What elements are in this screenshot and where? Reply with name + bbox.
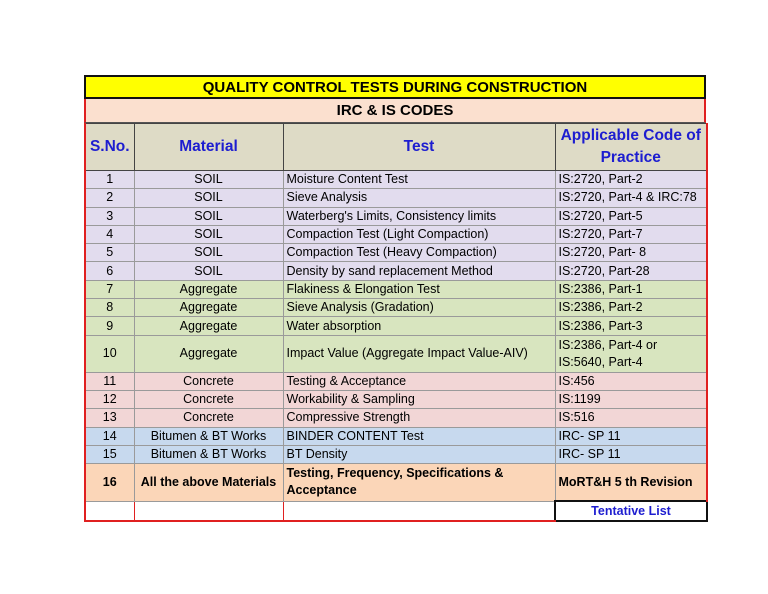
row-material: Bitumen & BT Works [134, 445, 283, 463]
row-sno: 9 [85, 317, 134, 335]
row-sno: 16 [85, 464, 134, 502]
row-test: Density by sand replacement Method [283, 262, 555, 280]
row-code: IS:2720, Part-5 [555, 207, 707, 225]
sheet-subtitle: IRC & IS CODES [84, 99, 706, 123]
row-material: All the above Materials [134, 464, 283, 502]
table-row [85, 171, 707, 189]
row-test: Compressive Strength [283, 409, 555, 427]
header-test: Test [283, 124, 555, 171]
table-row [85, 390, 707, 408]
row-material: Concrete [134, 390, 283, 408]
row-code: IRC- SP 11 [555, 445, 707, 463]
row-test: Testing, Frequency, Specifications & Acceptance [283, 464, 555, 502]
footer-row [85, 501, 707, 521]
table-row [85, 317, 707, 335]
table-row [85, 280, 707, 298]
row-code: IS:2720, Part-28 [555, 262, 707, 280]
row-code: IS:2386, Part-4 or IS:5640, Part-4 [555, 335, 707, 372]
row-sno: 14 [85, 427, 134, 445]
row-material: SOIL [134, 171, 283, 189]
row-material: SOIL [134, 225, 283, 243]
qc-table [84, 123, 708, 522]
header-row [85, 124, 707, 171]
table-row [85, 464, 707, 502]
header-material: Material [134, 124, 283, 171]
spreadsheet [84, 75, 706, 522]
row-code: IS:2386, Part-2 [555, 299, 707, 317]
row-code: IS:456 [555, 372, 707, 390]
row-sno: 3 [85, 207, 134, 225]
row-test: Moisture Content Test [283, 171, 555, 189]
row-material: SOIL [134, 189, 283, 207]
row-code: IS:1199 [555, 390, 707, 408]
row-sno: 5 [85, 244, 134, 262]
row-material: Aggregate [134, 317, 283, 335]
footer-empty-cell [283, 501, 555, 521]
sheet-title: QUALITY CONTROL TESTS DURING CONSTRUCTION [84, 75, 706, 99]
row-test: Impact Value (Aggregate Impact Value-AIV) [283, 335, 555, 372]
row-sno: 11 [85, 372, 134, 390]
row-code: IS:2720, Part-7 [555, 225, 707, 243]
row-material: Concrete [134, 409, 283, 427]
table-row [85, 244, 707, 262]
footer-empty-cell [85, 501, 134, 521]
row-material: SOIL [134, 207, 283, 225]
row-test: Testing & Acceptance [283, 372, 555, 390]
row-code: IS:2386, Part-1 [555, 280, 707, 298]
row-test: Flakiness & Elongation Test [283, 280, 555, 298]
row-test: Sieve Analysis (Gradation) [283, 299, 555, 317]
row-test: Sieve Analysis [283, 189, 555, 207]
row-material: SOIL [134, 244, 283, 262]
table-row [85, 427, 707, 445]
table-row [85, 445, 707, 463]
row-code: IS:2720, Part- 8 [555, 244, 707, 262]
row-test: Water absorption [283, 317, 555, 335]
row-sno: 1 [85, 171, 134, 189]
table-row [85, 335, 707, 372]
table-row [85, 262, 707, 280]
row-code: MoRT&H 5 th Revision [555, 464, 707, 502]
footer-empty-cell [134, 501, 283, 521]
row-material: SOIL [134, 262, 283, 280]
row-sno: 6 [85, 262, 134, 280]
table-row [85, 207, 707, 225]
row-test: Compaction Test (Light Compaction) [283, 225, 555, 243]
row-code: IS:2720, Part-4 & IRC:78 [555, 189, 707, 207]
header-sno: S.No. [85, 124, 134, 171]
row-test: BT Density [283, 445, 555, 463]
row-code: IS:2720, Part-2 [555, 171, 707, 189]
row-material: Aggregate [134, 299, 283, 317]
row-sno: 8 [85, 299, 134, 317]
row-sno: 7 [85, 280, 134, 298]
row-test: Workability & Sampling [283, 390, 555, 408]
row-sno: 12 [85, 390, 134, 408]
row-sno: 2 [85, 189, 134, 207]
row-sno: 4 [85, 225, 134, 243]
row-test: Compaction Test (Heavy Compaction) [283, 244, 555, 262]
header-code: Applicable Code of Practice [555, 124, 707, 171]
row-sno: 13 [85, 409, 134, 427]
table-row [85, 372, 707, 390]
row-material: Concrete [134, 372, 283, 390]
table-row [85, 409, 707, 427]
table-row [85, 189, 707, 207]
tentative-list-label: Tentative List [555, 501, 707, 521]
row-material: Aggregate [134, 335, 283, 372]
row-material: Aggregate [134, 280, 283, 298]
table-row [85, 299, 707, 317]
row-material: Bitumen & BT Works [134, 427, 283, 445]
row-code: IS:516 [555, 409, 707, 427]
row-sno: 15 [85, 445, 134, 463]
row-sno: 10 [85, 335, 134, 372]
row-code: IS:2386, Part-3 [555, 317, 707, 335]
row-test: BINDER CONTENT Test [283, 427, 555, 445]
row-code: IRC- SP 11 [555, 427, 707, 445]
row-test: Waterberg's Limits, Consistency limits [283, 207, 555, 225]
table-row [85, 225, 707, 243]
